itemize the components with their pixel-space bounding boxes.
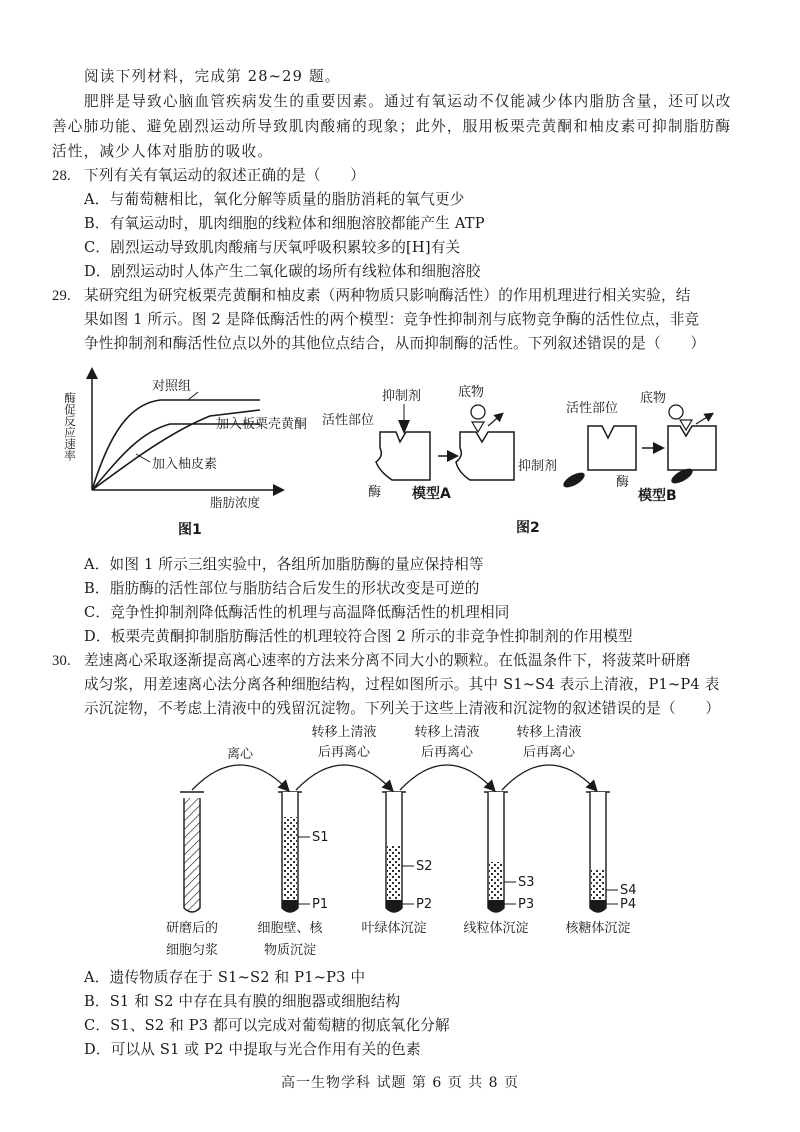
fig1-label-naringenin: 加入柚皮素: [152, 457, 218, 472]
q30-option-b: B．S1 和 S2 中存在具有膜的细胞器或细胞结构: [84, 993, 401, 1010]
tube-caption-0-0: 研磨后的: [165, 921, 219, 936]
q30-stem-line-2: 成匀浆，用差速离心法分离各种细胞结构，过程如图所示。其中 S1~S4 表示上清液，P1~P4 表: [84, 676, 720, 693]
figure-2: [320, 372, 740, 544]
fig2b-enzyme-2: [668, 426, 716, 470]
q28-option-c: C．剧烈运动导致肌肉酸痛与厌氧呼吸积累较多的[H]有关: [84, 239, 461, 256]
centrifuge-figure: [130, 722, 670, 972]
passage-intro: 阅读下列材料，完成第 28~29 题。: [84, 68, 341, 85]
transfer-arc-3: [400, 765, 494, 790]
fig2a-substrate-label: 底物: [458, 385, 485, 400]
q29-stem-line-1: 某研究组为研究板栗壳黄酮和柚皮素（两种物质只影响酶活性）的作用机理进行相关实验，结: [84, 287, 691, 304]
supernatant-label-1: S1: [312, 830, 329, 845]
q30-number: 30.: [52, 653, 71, 669]
passage-line-3: 活性，减少人体对脂肪的吸收。: [52, 143, 274, 160]
pellet-label-1: P1: [312, 897, 329, 912]
tube-4: [586, 792, 637, 912]
transfer-arc-4: [502, 765, 596, 790]
tube-1: [278, 792, 329, 912]
q28-option-a: A．与葡萄糖相比，氧化分解等质量的脂肪消耗的氧气更少: [84, 191, 465, 208]
arc-label-2-1: 后再离心: [317, 745, 371, 760]
q30-option-c: C．S1、S2 和 P3 都可以完成对葡萄糖的彻底氧化分解: [84, 1017, 450, 1034]
pellet-label-4: P4: [620, 897, 637, 912]
q28-number: 28.: [52, 168, 71, 184]
tube-caption-1-1: 物质沉淀: [263, 943, 317, 958]
q29-option-b: B．脂肪酶的活性部位与脂肪结合后发生的形状改变是可逆的: [84, 580, 480, 597]
tube-caption-2-0: 叶绿体沉淀: [361, 921, 427, 936]
page-footer: 高一生物学科 试题 第 6 页 共 8 页: [281, 1075, 519, 1091]
q29-stem-line-2: 果如图 1 所示。图 2 是降低酶活性的两个模型：竞争性抑制剂与底物竞争酶的活性位点，非竞: [84, 311, 700, 328]
fig2b-enzyme-1: [588, 426, 636, 470]
fig2a-active-site-label: 活性部位: [322, 413, 375, 428]
passage-line-2: 善心肺功能、避免剧烈运动所导致肌肉酸痛的现象；此外，服用板栗壳黄酮和柚皮素可抑制脂肪酶: [52, 118, 732, 135]
fig1-caption: 图1: [178, 522, 202, 538]
fig2b-title: 模型B: [638, 488, 677, 504]
q28-option-d: D．剧烈运动时人体产生二氧化碳的场所有线粒体和细胞溶胶: [84, 263, 481, 280]
transfer-arc-2: [296, 765, 392, 790]
q30-option-a: A．遗传物质存在于 S1~S2 和 P1~P3 中: [84, 969, 366, 986]
arc-label-4-0: 转移上清液: [516, 725, 582, 740]
tube-caption-0-1: 细胞匀浆: [165, 943, 219, 958]
fig2a-inhibitor-label: 抑制剂: [382, 389, 422, 404]
figure-1: [60, 362, 360, 542]
fig2-caption: 图2: [516, 520, 540, 536]
q30-stem-line-1: 差速离心采取逐渐提高离心速率的方法来分离不同大小的颗粒。在低温条件下，将菠菜叶研磨: [84, 652, 691, 669]
fig2b-inhibitor-label: 抑制剂: [518, 459, 558, 474]
fig2a-enzyme-2: [456, 432, 514, 480]
q30-stem-line-3: 示沉淀物，不考虑上清液中的残留沉淀物。下列关于这些上清液和沉淀物的叙述错误的是（ ）: [84, 700, 721, 717]
tube-3: [484, 792, 535, 912]
fig2a-enzyme-1: [376, 432, 430, 480]
fig2b-inhibitor-shape: [561, 470, 587, 491]
fig1-label-flavone: 加入板栗壳黄酮: [216, 417, 308, 432]
tube-caption-1-0: 细胞壁、核: [257, 921, 323, 936]
tube-caption-4-0: 核糖体沉淀: [565, 921, 631, 936]
pellet-label-2: P2: [416, 897, 433, 912]
passage-line-1: 肥胖是导致心脑血管疾病发生的重要因素。通过有氧运动不仅能减少体内脂肪含量，还可以改: [84, 93, 732, 110]
q30-option-d: D．可以从 S1 或 P2 中提取与光合作用有关的色素: [84, 1041, 421, 1058]
arc-label-3-0: 转移上清液: [414, 725, 480, 740]
q29-number: 29.: [52, 288, 71, 304]
supernatant-label-2: S2: [416, 859, 433, 874]
fig1-x-label: 脂肪浓度: [210, 495, 261, 510]
tube-2: [382, 792, 433, 912]
q29-option-a: A．如图 1 所示三组实验中，各组所加脂肪酶的量应保持相等: [84, 556, 484, 573]
fig2b-substrate-shape: [669, 405, 683, 419]
arc-label-3-1: 后再离心: [420, 745, 474, 760]
q28-option-b: B．有氧运动时，肌肉细胞的线粒体和细胞溶胶都能产生 ATP: [84, 215, 485, 232]
q28-stem: 下列有关有氧运动的叙述正确的是（ ）: [84, 167, 366, 184]
q29-option-c: C．竞争性抑制剂降低酶活性的机理与高温降低酶活性的机理相同: [84, 604, 510, 621]
pellet-label-3: P3: [518, 897, 535, 912]
fig2a-title: 模型A: [412, 486, 451, 502]
fig1-y-label: 酶促反应速率: [63, 392, 77, 461]
fig2b-substrate-label: 底物: [640, 391, 667, 406]
fig2b-enzyme-label: 酶: [616, 475, 630, 490]
tube-homogenate: [180, 792, 204, 912]
tube-caption-3-0: 线粒体沉淀: [463, 921, 529, 936]
supernatant-label-4: S4: [620, 883, 637, 898]
fig2a-substrate-shape: [471, 405, 485, 419]
q29-stem-line-3: 争性抑制剂和酶活性位点以外的其他位点结合，从而抑制酶的活性。下列叙述错误的是（ ）: [84, 335, 706, 352]
transfer-arc-1: [192, 765, 288, 790]
tubes: [180, 792, 637, 912]
q29-option-d: D．板栗壳黄酮抑制脂肪酶活性的机理较符合图 2 所示的非竞争性抑制剂的作用模型: [84, 628, 633, 645]
arc-label-1-0: 离心: [226, 747, 254, 762]
arc-label-4-1: 后再离心: [522, 745, 576, 760]
fig2a-enzyme-label: 酶: [368, 485, 382, 500]
supernatant-label-3: S3: [518, 875, 535, 890]
fig1-label-control: 对照组: [152, 379, 192, 394]
fig2b-active-site-label: 活性部位: [566, 401, 619, 416]
transfer-arcs: [192, 765, 596, 790]
arc-label-2-0: 转移上清液: [311, 725, 377, 740]
